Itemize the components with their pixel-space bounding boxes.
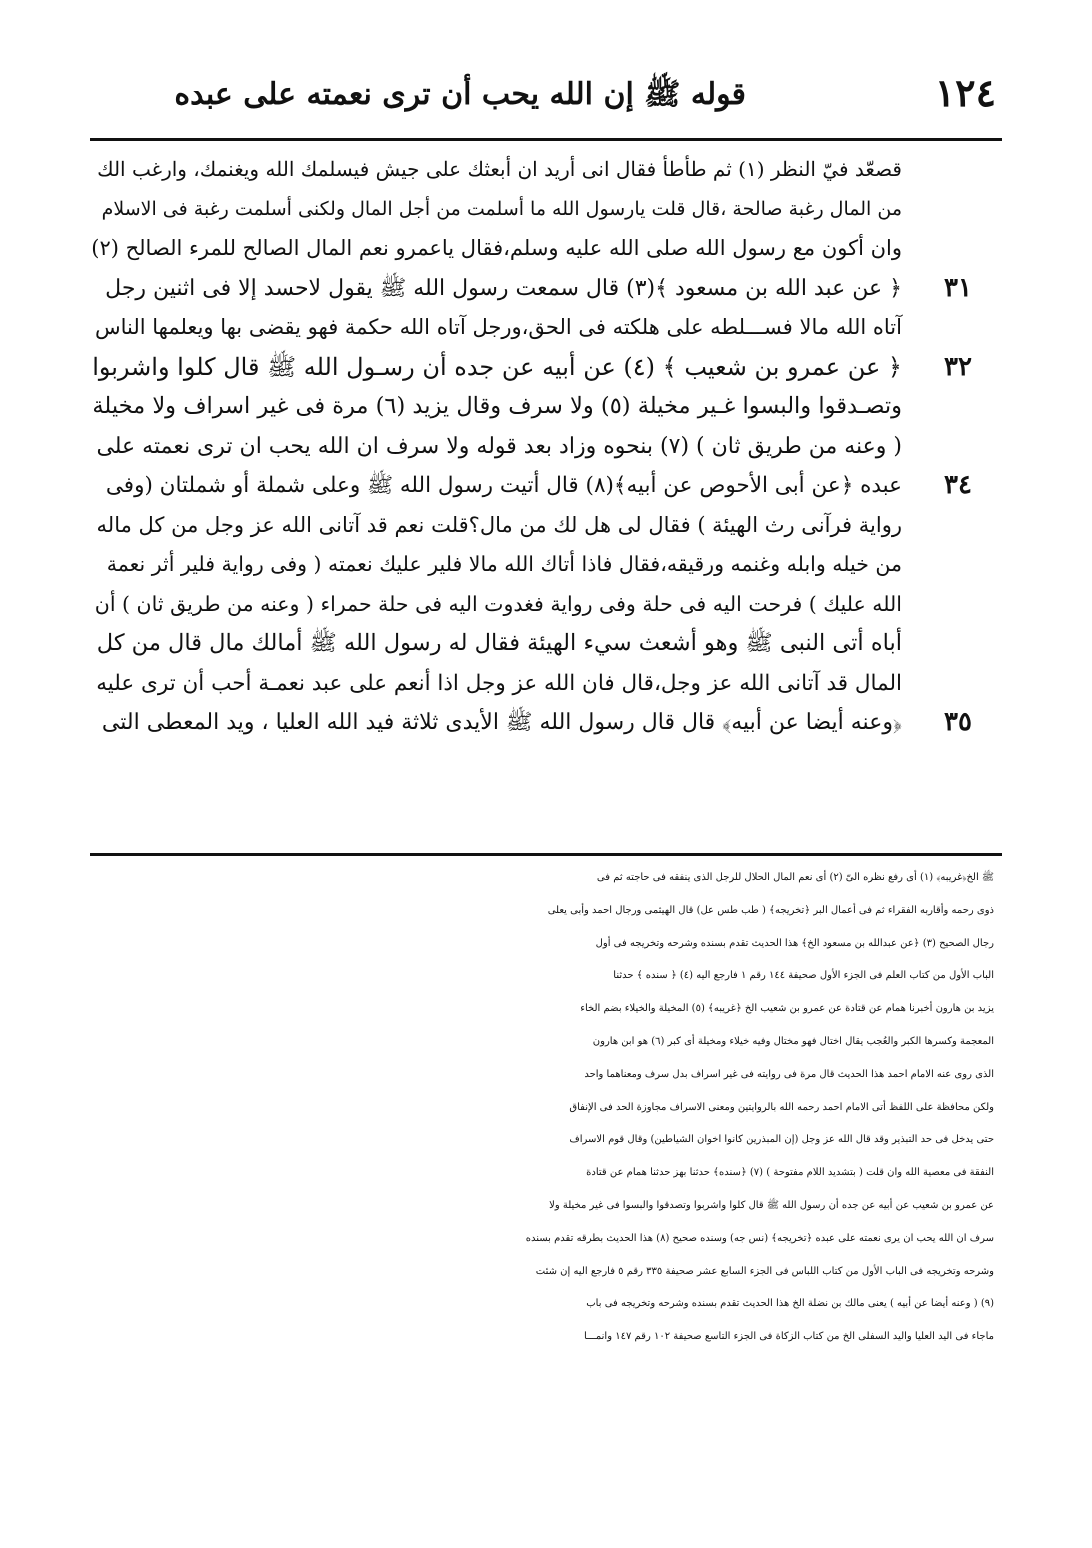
main-text-content: ﴿وعنه أيضا عن أبيه﴾ قال قال رسول الله ﷺ الأيدى ثلاثة فيد الله العليا ، ويد المعطى التى bbox=[101, 710, 902, 735]
footnote-line: ﷺ الخ﴿غريبه﴾ (١) أى رفع نظره الىّ (٢) أى نعم المال الحلال للرجل الذى ينفقه فى حاجته ثم فى bbox=[596, 872, 994, 883]
main-text-line bbox=[90, 348, 1002, 388]
main-text-line bbox=[90, 466, 1002, 506]
main-text-line bbox=[90, 624, 1002, 664]
main-text-content: ﴿ عن عمرو بن شعيب ﴾ (٤) عن أبيه عن جده أن رسـول الله ﷺ قال كلوا واشربوا bbox=[92, 352, 902, 381]
main-text-content: وتصـدقوا والبسوا غـير مخيلة (٥) ولا سرف وقال يزيد (٦) مرة فى غير اسراف ولا مخيلة bbox=[92, 393, 902, 419]
main-text-line bbox=[90, 229, 1002, 269]
hadith-number: ٣٥ bbox=[944, 707, 972, 737]
main-text-content: آتاه الله مالا فســـلطه على هلكته فى الحق،ورجل آتاه الله حكمة فهو يقضى بها ويعلمها الناس bbox=[94, 315, 902, 339]
header-rule bbox=[90, 138, 1002, 141]
footnote-line: وشرحه وتخريجه فى الباب الأول من كتاب اللباس فى الجزء السابع عشر صحيفة ٣٣٥ رقم ٥ فارجع اليه إن شئت bbox=[535, 1265, 994, 1277]
footnote-line: النفقة فى معصية الله وان قلت ( بتشديد اللام مفتوحة ) (٧) ﴿سنده﴾ حدثنا بهز حدثنا همام عن قتادة bbox=[586, 1167, 994, 1179]
main-text-content: رواية فرآنى رث الهيئة ) فقال لى هل لك من مال؟قلت نعم قد آتانى الله عز وجل من كل ماله bbox=[96, 512, 902, 537]
main-text-content: قصعّد فيّ النظر (١) ثم طأطأ فقال انى أريد ان أبعثك على جيش فيسلمك الله ويغنمك، وارغب الك bbox=[97, 157, 902, 181]
footnotes bbox=[90, 862, 1002, 1354]
footnote-separator bbox=[90, 853, 1002, 856]
main-text-content: من المال رغبة صالحة ،قال قلت يارسول الله ما أسلمت من أجل المال ولكنى أسلمت رغبة فى الاسلام bbox=[101, 197, 902, 220]
main-text-line bbox=[90, 703, 1002, 743]
main-text-line bbox=[90, 387, 1002, 427]
footnote-line: رجال الصحيح (٣) ﴿عن عبدالله بن مسعود الخ﴾ هذا الحديث تقدم بسنده وشرحه وتخريجه فى أول bbox=[595, 937, 994, 949]
main-text-content: المال قد آتانى الله عز وجل،قال فان الله عز وجل اذا أنعم على عبد نعمـة أحب أن ترى عليه bbox=[96, 670, 902, 696]
footnote-line: عن عمرو بن شعيب عن أبيه عن جده أن رسول الله ﷺ قال كلوا واشربوا وتصدقوا والبسوا فى غير مخيلة ولا bbox=[549, 1199, 994, 1211]
main-text-content: عبده ﴿عن أبى الأحوص عن أبيه﴾(٨) قال أتيت رسول الله ﷺ وعلى شملة أو شملتان (وفى bbox=[105, 473, 902, 498]
footnote-line: ذوى رحمه وأقاربه الفقراء ثم فى أعمال البر ﴿تخريجه﴾ ( طب طس عل) قال الهيثمى ورجال احمد وأبى يعلى bbox=[547, 904, 994, 916]
footnote-line: سرف ان الله يحب ان يرى نعمته على عبده ﴿تخريجه﴾ (نس جه) وسنده صحيح (٨) هذا الحديث بطرقه تقدم بسنده bbox=[525, 1232, 994, 1244]
footnote-line: الباب الأول من كتاب العلم فى الجزء الأول صحيفة ١٤٤ رقم ١ فارجع اليه (٤) ﴿ سنده ﴾ حدثنا bbox=[613, 970, 994, 982]
main-text-line bbox=[90, 308, 1002, 348]
footnote-line: الذى روى عنه الامام احمد هذا الحديث قال مرة فى روايته فى غير اسراف بدل سرف ومعناهما واحد bbox=[584, 1068, 994, 1080]
main-text-content: أباه أتى النبى ﷺ وهو أشعث سيء الهيئة فقال له رسول الله ﷺ أمالك مال قال من كل bbox=[96, 630, 902, 656]
main-text-line bbox=[90, 664, 1002, 704]
footnote-line: ولكن محافظة على اللفظ أتى الامام احمد رحمه الله بالروايتين ومعنى الاسراف مجاوزة الحد فى الإنفاق bbox=[569, 1101, 994, 1113]
footnote-line: (٩) ( وعنه أيضا عن أبيه ) يعنى مالك بن نضلة الخ هذا الحديث تقدم بسنده وشرحه وتخريجه فى باب bbox=[586, 1298, 994, 1310]
main-text-line bbox=[90, 585, 1002, 625]
main-text-content: وان أكون مع رسول الله صلى الله عليه وسلم،فقال ياعمرو نعم المال الصالح للمرء الصالح (٢) bbox=[91, 236, 902, 260]
main-text-line bbox=[90, 150, 1002, 190]
page-header bbox=[96, 66, 996, 126]
main-text-line bbox=[90, 545, 1002, 585]
hadith-number: ٣٢ bbox=[944, 351, 972, 382]
running-title: قوله ﷺ إن الله يحب أن ترى نعمته على عبده bbox=[174, 77, 746, 112]
main-text-line bbox=[90, 269, 1002, 309]
main-text-content: من خيله وابله وغنمه ورقيقه،فقال فاذا أتاك الله مالا فلير عليك نعمته ( وفى رواية فلير أثر نعمة bbox=[106, 552, 902, 576]
main-text bbox=[90, 150, 1002, 743]
main-text-content: الله عليك ) فرحت اليه فى حلة وفى رواية فغدوت اليه فى حلة حمراء ( وعنه من طريق ثان ) أن bbox=[94, 591, 902, 616]
main-text-line bbox=[90, 427, 1002, 467]
page-number: ١٢٤ bbox=[934, 70, 996, 115]
footnote-line: حتى يدخل فى حد التبذير وقد قال الله عز وجل (إن المبذرين كانوا اخوان الشياطين) وقال قوم الاسراف bbox=[569, 1134, 994, 1146]
main-text-content: ( وعنه من طريق ثان ) (٧) بنحوه وزاد بعد قوله ولا سرف ان الله يحب ان ترى نعمته على bbox=[96, 433, 902, 459]
hadith-number: ٣٤ bbox=[944, 470, 972, 500]
main-text-content: ﴿ عن عبد الله بن مسعود ﴾(٣) قال سمعت رسول الله ﷺ يقول لاحسد إلا فى اثنين رجل bbox=[105, 275, 902, 301]
hadith-number: ٣١ bbox=[944, 272, 972, 303]
footnote-line: المعجمة وكسرها الكبر والعُجب يقال اختال فهو مختال وفيه خيلاء ومخيلة أى كبر (٦) هو ابن هارون bbox=[592, 1035, 994, 1047]
footnote-line: يزيد بن هارون أخبرنا همام عن قتادة عن عمرو بن شعيب الخ ﴿غريبه﴾ (٥) المخيلة والخيلاء بضم الخاء bbox=[580, 1003, 994, 1015]
footnote-line: ماجاء فى اليد العليا واليد السفلى الخ من كتاب الزكاة فى الجزء التاسع صحيفة ١٠٢ رقم ١٤٧ وانمـــا bbox=[584, 1331, 994, 1343]
main-text-line bbox=[90, 506, 1002, 546]
main-text-line bbox=[90, 190, 1002, 230]
